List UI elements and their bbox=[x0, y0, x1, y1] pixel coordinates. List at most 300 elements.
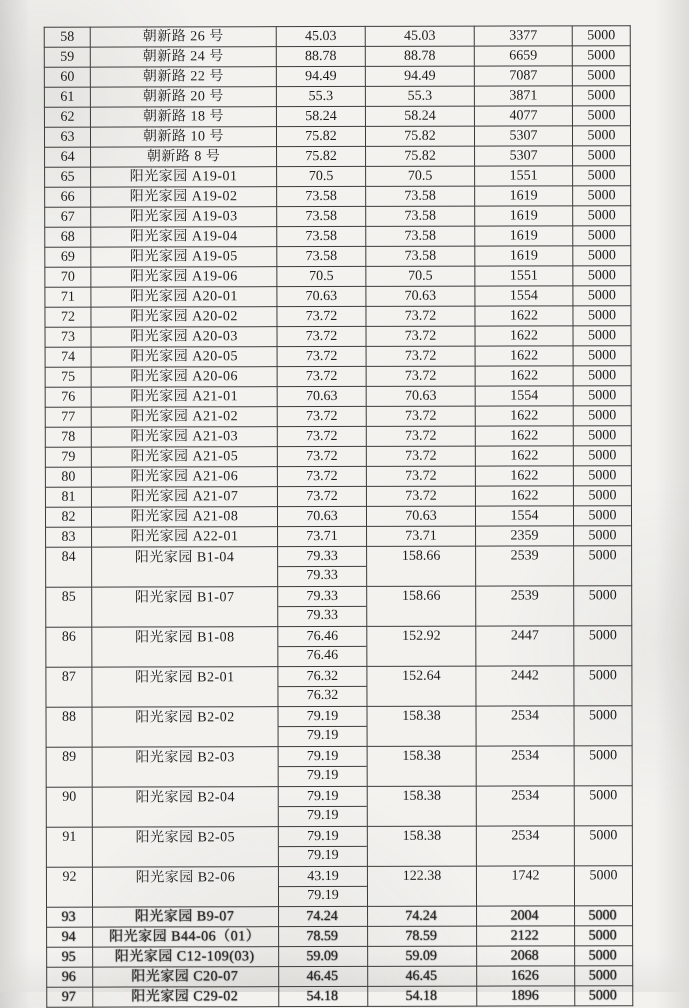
area-value: 74.24 bbox=[306, 908, 338, 924]
area-cell bbox=[278, 526, 367, 546]
amount-cell: 5000 bbox=[572, 86, 630, 106]
amount-cell: 5000 bbox=[573, 386, 631, 406]
area-value: 58.24 bbox=[305, 108, 337, 124]
area-value: 70.5 bbox=[308, 168, 334, 184]
table-row bbox=[45, 506, 631, 528]
total-area-cell: 70.63 bbox=[366, 386, 475, 406]
count-cell: 2534 bbox=[476, 746, 574, 786]
area-value: 73.72 bbox=[305, 328, 338, 344]
area-value: 76.32 bbox=[306, 669, 339, 685]
count-cell: 1622 bbox=[475, 466, 573, 486]
amount-cell: 5000 bbox=[574, 746, 632, 786]
area-value: 73.72 bbox=[306, 468, 338, 484]
location-name-cell: 朝新路 20 号 bbox=[90, 87, 276, 107]
count-cell: 2068 bbox=[476, 946, 574, 966]
row-number-cell: 91 bbox=[46, 827, 92, 867]
area-cell bbox=[277, 386, 366, 406]
total-area-cell: 122.38 bbox=[367, 866, 476, 906]
area-value: 54.18 bbox=[306, 988, 339, 1004]
count-cell: 3871 bbox=[474, 86, 572, 106]
total-area-cell: 73.72 bbox=[366, 446, 475, 466]
amount-cell: 5000 bbox=[573, 346, 631, 366]
area-cell bbox=[278, 706, 367, 746]
row-number-cell: 67 bbox=[45, 207, 91, 227]
area-cell bbox=[278, 946, 367, 966]
table-row bbox=[44, 126, 630, 148]
amount-cell: 5000 bbox=[573, 266, 631, 286]
table-row bbox=[44, 86, 630, 108]
area-cell bbox=[276, 26, 365, 46]
count-cell: 1742 bbox=[476, 866, 574, 906]
area-cell bbox=[277, 506, 366, 526]
amount-cell: 5000 bbox=[574, 666, 632, 706]
row-number-cell: 84 bbox=[46, 547, 92, 587]
total-area-cell: 70.5 bbox=[366, 266, 475, 286]
area-cell bbox=[277, 306, 366, 326]
amount-cell: 5000 bbox=[572, 26, 630, 46]
count-cell: 2122 bbox=[476, 926, 574, 946]
location-name-cell: 阳光家园 A19-01 bbox=[91, 167, 277, 187]
count-cell: 2359 bbox=[476, 526, 574, 546]
area-value: 79.19 bbox=[279, 886, 367, 905]
count-cell: 1619 bbox=[475, 206, 573, 226]
row-number-cell: 90 bbox=[46, 787, 92, 827]
table-row bbox=[47, 906, 633, 928]
area-value: 70.5 bbox=[309, 268, 334, 284]
area-value: 76.32 bbox=[278, 686, 366, 705]
row-number-cell: 65 bbox=[45, 167, 91, 187]
total-area-cell: 74.24 bbox=[367, 906, 476, 926]
row-number-cell: 83 bbox=[46, 527, 92, 547]
total-area-cell: 70.63 bbox=[366, 286, 475, 306]
amount-cell: 5000 bbox=[573, 326, 631, 346]
area-value: 55.3 bbox=[308, 88, 334, 104]
location-name-cell: 阳光家园 A20-06 bbox=[91, 367, 277, 387]
row-number-cell: 85 bbox=[46, 587, 92, 627]
area-cell bbox=[278, 866, 367, 906]
area-value: 79.33 bbox=[306, 549, 338, 565]
row-number-cell: 58 bbox=[44, 27, 90, 47]
row-number-cell: 73 bbox=[45, 327, 91, 347]
row-number-cell: 94 bbox=[46, 927, 92, 947]
area-value: 73.72 bbox=[305, 368, 338, 384]
count-cell: 2447 bbox=[476, 626, 574, 666]
table-row bbox=[45, 206, 631, 228]
amount-cell: 5000 bbox=[573, 186, 631, 206]
area-cell bbox=[278, 586, 367, 626]
total-area-cell: 73.72 bbox=[366, 486, 475, 506]
location-name-cell: 阳光家园 A21-07 bbox=[91, 487, 277, 507]
location-name-cell: 阳光家园 A19-06 bbox=[91, 267, 277, 287]
area-value: 75.82 bbox=[305, 148, 337, 164]
area-value: 73.58 bbox=[305, 208, 337, 224]
count-cell: 1626 bbox=[476, 966, 574, 986]
count-cell: 1622 bbox=[475, 366, 573, 386]
location-name-cell: 阳光家园 A19-02 bbox=[91, 187, 277, 207]
area-value: 88.78 bbox=[305, 48, 337, 64]
row-number-cell: 93 bbox=[46, 907, 92, 927]
row-number-cell: 97 bbox=[46, 987, 92, 1007]
total-area-cell: 54.18 bbox=[367, 986, 476, 1006]
table-row bbox=[45, 426, 631, 448]
table-row bbox=[45, 406, 631, 428]
location-name-cell: 朝新路 10 号 bbox=[90, 127, 276, 147]
count-cell: 1554 bbox=[475, 386, 573, 406]
amount-cell: 5000 bbox=[574, 866, 632, 906]
total-area-cell: 158.66 bbox=[367, 546, 476, 586]
location-name-cell: 阳光家园 A20-05 bbox=[91, 347, 277, 367]
row-number-cell: 95 bbox=[46, 947, 92, 967]
total-area-cell: 158.38 bbox=[367, 706, 476, 746]
area-cell bbox=[276, 46, 365, 66]
table-row bbox=[45, 486, 631, 508]
total-area-cell: 73.72 bbox=[366, 306, 475, 326]
amount-cell: 5000 bbox=[574, 786, 632, 826]
amount-cell: 5000 bbox=[573, 466, 631, 486]
total-area-cell: 88.78 bbox=[365, 46, 474, 66]
location-name-cell: 阳光家园 A20-01 bbox=[91, 287, 277, 307]
area-cell bbox=[277, 366, 366, 386]
area-value: 79.33 bbox=[278, 606, 366, 625]
area-value: 73.72 bbox=[305, 308, 338, 324]
location-name-cell: 阳光家园 A21-05 bbox=[91, 447, 277, 467]
count-cell: 5307 bbox=[475, 146, 573, 166]
table-row bbox=[46, 746, 632, 788]
table-row bbox=[45, 366, 631, 388]
table-row bbox=[45, 266, 631, 288]
area-cell bbox=[277, 426, 366, 446]
amount-cell: 5000 bbox=[574, 946, 632, 966]
count-cell: 2442 bbox=[476, 666, 574, 706]
area-cell bbox=[277, 286, 366, 306]
amount-cell: 5000 bbox=[572, 126, 630, 146]
area-value: 73.72 bbox=[306, 428, 338, 444]
area-cell bbox=[277, 206, 366, 226]
table-row bbox=[44, 46, 630, 68]
count-cell: 1622 bbox=[475, 306, 573, 326]
area-value: 76.46 bbox=[278, 646, 366, 665]
area-cell bbox=[277, 186, 366, 206]
area-cell bbox=[276, 106, 365, 126]
table-row bbox=[45, 286, 631, 308]
table-row bbox=[46, 586, 632, 628]
area-value: 79.19 bbox=[279, 846, 367, 865]
location-name-cell: 阳光家园 A21-08 bbox=[91, 507, 277, 527]
area-value: 79.19 bbox=[306, 789, 339, 805]
table-row bbox=[45, 446, 631, 468]
location-name-cell: 阳光家园 C29-02 bbox=[92, 987, 278, 1007]
area-cell bbox=[277, 406, 366, 426]
count-cell: 1619 bbox=[475, 186, 573, 206]
table-row bbox=[47, 946, 633, 968]
area-cell bbox=[277, 166, 366, 186]
amount-cell: 5000 bbox=[573, 286, 631, 306]
amount-cell: 5000 bbox=[572, 46, 630, 66]
location-name-cell: 阳光家园 B9-07 bbox=[92, 907, 278, 927]
location-name-cell: 朝新路 26 号 bbox=[90, 27, 276, 47]
row-number-cell: 74 bbox=[45, 347, 91, 367]
table-row bbox=[45, 346, 631, 368]
location-name-cell: 阳光家园 B1-04 bbox=[92, 547, 278, 587]
area-cell bbox=[277, 226, 366, 246]
count-cell: 2004 bbox=[476, 906, 574, 926]
row-number-cell: 81 bbox=[45, 487, 91, 507]
total-area-cell: 158.38 bbox=[367, 826, 476, 866]
location-name-cell: 朝新路 22 号 bbox=[90, 67, 276, 87]
table-row bbox=[46, 826, 632, 868]
total-area-cell: 73.72 bbox=[366, 326, 475, 346]
amount-cell: 5000 bbox=[573, 166, 631, 186]
location-name-cell: 阳光家园 C12-109(03) bbox=[92, 947, 278, 967]
table-row bbox=[46, 526, 632, 548]
location-name-cell: 阳光家园 B2-01 bbox=[92, 667, 278, 707]
count-cell: 1622 bbox=[475, 486, 573, 506]
amount-cell: 5000 bbox=[573, 426, 631, 446]
amount-cell: 5000 bbox=[572, 106, 630, 126]
count-cell: 1554 bbox=[475, 286, 573, 306]
total-area-cell: 58.24 bbox=[365, 106, 474, 126]
area-value: 79.33 bbox=[306, 589, 338, 605]
row-number-cell: 70 bbox=[45, 267, 91, 287]
row-number-cell: 80 bbox=[45, 467, 91, 487]
area-cell bbox=[278, 926, 367, 946]
table-scan-area bbox=[44, 25, 634, 1008]
location-name-cell: 阳光家园 A21-06 bbox=[91, 467, 277, 487]
amount-cell: 5000 bbox=[574, 526, 632, 546]
area-cell bbox=[278, 666, 367, 706]
area-cell bbox=[278, 986, 367, 1006]
count-cell: 4077 bbox=[474, 106, 572, 126]
row-number-cell: 78 bbox=[45, 427, 91, 447]
table-row bbox=[45, 306, 631, 328]
area-cell bbox=[277, 146, 366, 166]
total-area-cell: 158.38 bbox=[367, 786, 476, 826]
count-cell: 2534 bbox=[476, 786, 574, 826]
total-area-cell: 73.58 bbox=[366, 246, 475, 266]
amount-cell: 5000 bbox=[574, 626, 632, 666]
area-value: 76.46 bbox=[306, 629, 339, 645]
area-cell bbox=[277, 266, 366, 286]
area-cell bbox=[278, 626, 367, 666]
area-value: 78.59 bbox=[306, 928, 338, 944]
area-value: 73.72 bbox=[305, 408, 338, 424]
amount-cell: 5000 bbox=[573, 406, 631, 426]
row-number-cell: 72 bbox=[45, 307, 91, 327]
amount-cell: 5000 bbox=[573, 306, 631, 326]
location-name-cell: 朝新路 24 号 bbox=[90, 47, 276, 67]
row-number-cell: 86 bbox=[46, 627, 92, 667]
row-number-cell: 61 bbox=[44, 87, 90, 107]
amount-cell: 5000 bbox=[573, 206, 631, 226]
total-area-cell: 73.72 bbox=[366, 466, 475, 486]
amount-cell: 5000 bbox=[574, 546, 632, 586]
row-number-cell: 77 bbox=[45, 407, 91, 427]
table-row bbox=[45, 186, 631, 208]
amount-cell: 5000 bbox=[574, 986, 632, 1006]
area-value: 79.19 bbox=[306, 709, 339, 725]
total-area-cell: 73.72 bbox=[366, 346, 475, 366]
row-number-cell: 60 bbox=[44, 67, 90, 87]
area-value: 79.19 bbox=[279, 806, 367, 825]
area-cell bbox=[277, 486, 366, 506]
count-cell: 1551 bbox=[475, 266, 573, 286]
area-cell bbox=[278, 546, 367, 586]
total-area-cell: 158.66 bbox=[367, 586, 476, 626]
amount-cell: 5000 bbox=[574, 906, 632, 926]
area-cell bbox=[276, 66, 365, 86]
total-area-cell: 73.58 bbox=[366, 186, 475, 206]
table-row bbox=[45, 246, 631, 268]
total-area-cell: 94.49 bbox=[365, 66, 474, 86]
row-number-cell: 69 bbox=[45, 247, 91, 267]
total-area-cell: 152.92 bbox=[367, 626, 476, 666]
count-cell: 5307 bbox=[474, 126, 572, 146]
amount-cell: 5000 bbox=[574, 966, 632, 986]
area-cell bbox=[278, 786, 367, 826]
count-cell: 1896 bbox=[476, 986, 574, 1006]
table-row bbox=[45, 386, 631, 408]
total-area-cell: 73.72 bbox=[366, 366, 475, 386]
payment-table bbox=[44, 25, 634, 1008]
area-value: 70.63 bbox=[305, 388, 338, 404]
area-value: 45.03 bbox=[304, 28, 337, 44]
total-area-cell: 70.63 bbox=[366, 506, 475, 526]
area-value: 70.63 bbox=[306, 508, 338, 524]
count-cell: 1551 bbox=[475, 166, 573, 186]
location-name-cell: 阳光家园 B2-03 bbox=[92, 747, 278, 787]
total-area-cell: 70.5 bbox=[366, 166, 475, 186]
table-row bbox=[46, 546, 632, 588]
location-name-cell: 阳光家园 B2-04 bbox=[92, 787, 278, 827]
location-name-cell: 阳光家园 B2-06 bbox=[92, 867, 278, 907]
table-row bbox=[47, 966, 633, 988]
count-cell: 2539 bbox=[476, 586, 574, 626]
total-area-cell: 73.72 bbox=[366, 406, 475, 426]
total-area-cell: 59.09 bbox=[367, 946, 476, 966]
table-row bbox=[44, 66, 630, 88]
amount-cell: 5000 bbox=[573, 366, 631, 386]
total-area-cell: 46.45 bbox=[367, 966, 476, 986]
area-value: 70.63 bbox=[305, 288, 338, 304]
location-name-cell: 阳光家园 C20-07 bbox=[92, 967, 278, 987]
area-cell bbox=[278, 746, 367, 786]
table-row bbox=[45, 166, 631, 188]
location-name-cell: 阳光家园 A22-01 bbox=[92, 527, 278, 547]
location-name-cell: 阳光家园 A19-03 bbox=[91, 207, 277, 227]
total-area-cell: 78.59 bbox=[367, 926, 476, 946]
area-value: 73.72 bbox=[306, 448, 338, 464]
table-row bbox=[45, 466, 631, 488]
area-value: 73.58 bbox=[305, 228, 338, 244]
table-row bbox=[46, 866, 632, 908]
location-name-cell: 阳光家园 B2-05 bbox=[92, 827, 278, 867]
table-row bbox=[45, 326, 631, 348]
location-name-cell: 阳光家园 A19-04 bbox=[91, 227, 277, 247]
area-cell bbox=[277, 346, 366, 366]
location-name-cell: 朝新路 18 号 bbox=[90, 107, 276, 127]
location-name-cell: 阳光家园 A20-02 bbox=[91, 307, 277, 327]
location-name-cell: 阳光家园 A21-02 bbox=[91, 407, 277, 427]
total-area-cell: 45.03 bbox=[365, 26, 474, 46]
area-value: 75.82 bbox=[305, 128, 337, 144]
location-name-cell: 阳光家园 A21-03 bbox=[91, 427, 277, 447]
amount-cell: 5000 bbox=[573, 246, 631, 266]
area-cell bbox=[277, 446, 366, 466]
area-value: 79.19 bbox=[279, 766, 367, 785]
area-cell bbox=[277, 326, 366, 346]
location-name-cell: 阳光家园 B2-02 bbox=[92, 707, 278, 747]
amount-cell: 5000 bbox=[573, 446, 631, 466]
row-number-cell: 82 bbox=[45, 507, 91, 527]
area-value: 94.49 bbox=[305, 68, 337, 84]
area-cell bbox=[276, 126, 365, 146]
count-cell: 1554 bbox=[475, 506, 573, 526]
count-cell: 1622 bbox=[475, 346, 573, 366]
count-cell: 2534 bbox=[476, 706, 574, 746]
area-value: 79.19 bbox=[279, 726, 367, 745]
count-cell: 1622 bbox=[475, 426, 573, 446]
total-area-cell: 152.64 bbox=[367, 666, 476, 706]
amount-cell: 5000 bbox=[574, 706, 632, 746]
area-value: 73.72 bbox=[306, 488, 338, 504]
area-value: 79.19 bbox=[306, 749, 339, 765]
row-number-cell: 63 bbox=[44, 127, 90, 147]
location-name-cell: 阳光家园 A19-05 bbox=[91, 247, 277, 267]
count-cell: 1622 bbox=[475, 326, 573, 346]
row-number-cell: 75 bbox=[45, 367, 91, 387]
row-number-cell: 88 bbox=[46, 707, 92, 747]
amount-cell: 5000 bbox=[574, 926, 632, 946]
count-cell: 3377 bbox=[474, 26, 572, 46]
count-cell: 7087 bbox=[474, 66, 572, 86]
count-cell: 2534 bbox=[476, 826, 574, 866]
row-number-cell: 66 bbox=[45, 187, 91, 207]
area-value: 73.71 bbox=[306, 528, 338, 544]
row-number-cell: 68 bbox=[45, 227, 91, 247]
count-cell: 1622 bbox=[475, 406, 573, 426]
total-area-cell: 75.82 bbox=[366, 146, 475, 166]
table-row bbox=[45, 226, 631, 248]
count-cell: 2539 bbox=[476, 546, 574, 586]
row-number-cell: 79 bbox=[45, 447, 91, 467]
area-cell bbox=[278, 826, 367, 866]
area-cell bbox=[277, 466, 366, 486]
total-area-cell: 73.71 bbox=[367, 526, 476, 546]
location-name-cell: 阳光家园 A21-01 bbox=[91, 387, 277, 407]
row-number-cell: 59 bbox=[44, 47, 90, 67]
total-area-cell: 73.58 bbox=[366, 226, 475, 246]
area-value: 79.33 bbox=[278, 566, 366, 585]
count-cell: 1619 bbox=[475, 226, 573, 246]
row-number-cell: 96 bbox=[46, 967, 92, 987]
total-area-cell: 73.58 bbox=[366, 206, 475, 226]
area-value: 73.72 bbox=[305, 348, 338, 364]
location-name-cell: 朝新路 8 号 bbox=[91, 147, 277, 167]
location-name-cell: 阳光家园 B1-08 bbox=[92, 627, 278, 667]
table-row bbox=[47, 986, 633, 1008]
area-value: 43.19 bbox=[307, 869, 339, 885]
area-cell bbox=[278, 906, 367, 926]
location-name-cell: 阳光家园 A20-03 bbox=[91, 327, 277, 347]
table-row bbox=[46, 706, 632, 748]
table-row bbox=[47, 926, 633, 948]
area-value: 59.09 bbox=[306, 948, 338, 964]
row-number-cell: 64 bbox=[45, 147, 91, 167]
area-value: 73.58 bbox=[305, 188, 337, 204]
amount-cell: 5000 bbox=[573, 146, 631, 166]
amount-cell: 5000 bbox=[573, 486, 631, 506]
amount-cell: 5000 bbox=[572, 66, 630, 86]
